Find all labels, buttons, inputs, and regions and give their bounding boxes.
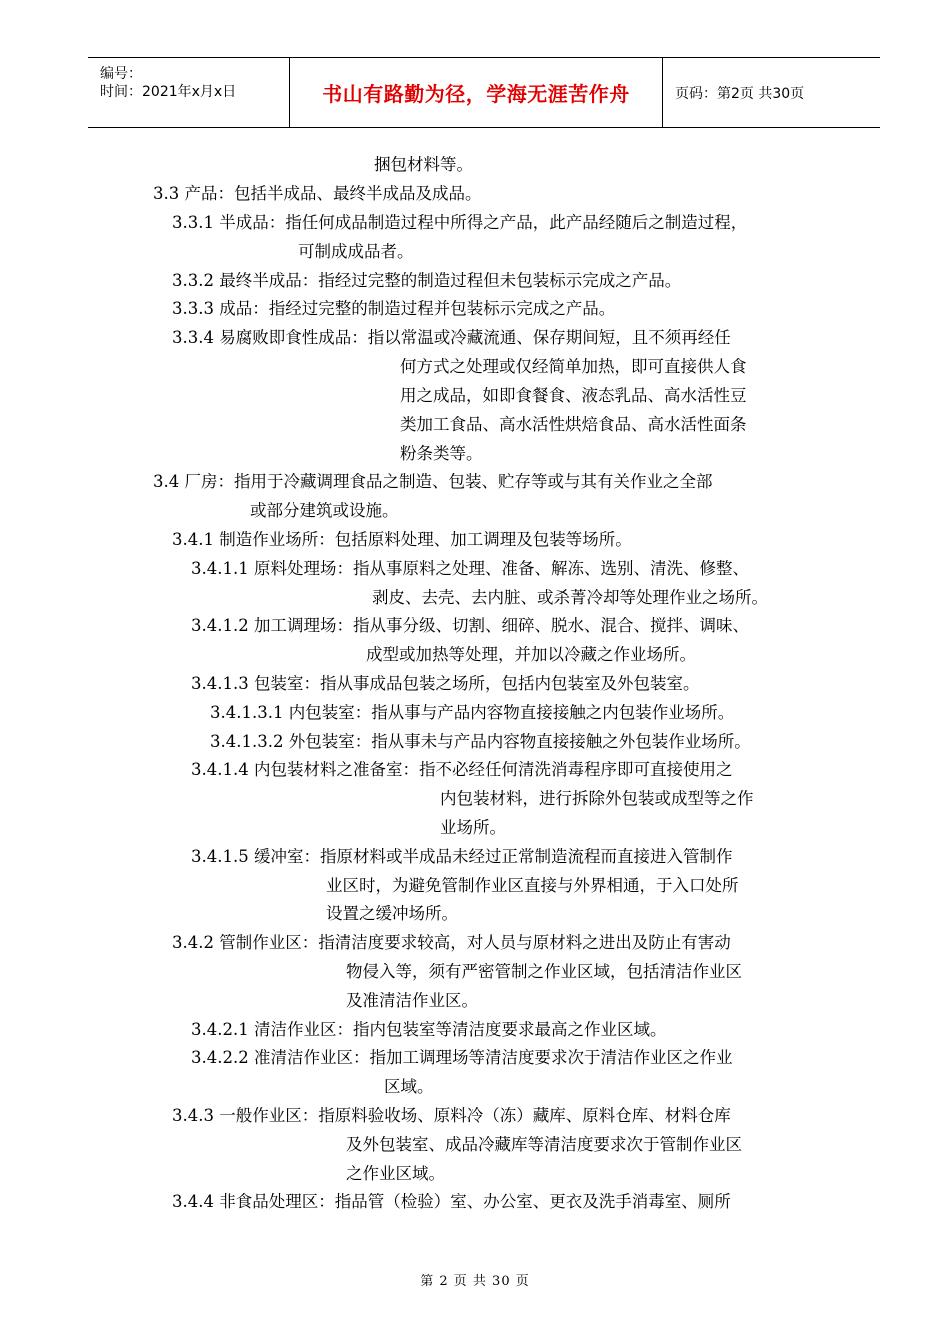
text-line: 3.3.4 易腐败即食性成品：指以常温或冷藏流通、保存期间短，且不须再经任 [172,328,731,347]
text-line: 区域。 [384,1077,434,1096]
document-time-label: 时间：2021年x月x日 [100,84,237,100]
text-line: 3.3.2 最终半成品：指经过完整的制造过程但未包装标示完成之产品。 [172,271,682,290]
text-line: 及准清洁作业区。 [346,991,478,1010]
text-line: 粉条类等。 [400,444,483,463]
text-line: 3.3.3 成品：指经过完整的制造过程并包装标示完成之产品。 [172,299,616,318]
page-header [88,57,880,128]
text-line: 3.4.1.3.1 内包装室：指从事与产品内容物直接接触之内包装作业场所。 [210,703,735,722]
text-line: 捆包材料等。 [374,155,473,174]
text-line: 3.3.1 半成品：指任何成品制造过程中所得之产品，此产品经随后之制造过程， [172,213,748,232]
header-motto-cell [290,58,663,127]
text-line: 3.4.2.2 准清洁作业区：指加工调理场等清洁度要求次于清洁作业区之作业 [191,1048,733,1067]
text-line: 3.4.2.1 清洁作业区：指内包装室等清洁度要求最高之作业区域。 [191,1020,667,1039]
text-line: 剥皮、去壳、去内脏、或杀菁冷却等处理作业之场所。 [372,588,768,607]
text-line: 3.4.1.1 原料处理场：指从事原料之处理、准备、解冻、选别、清洗、修整、 [191,559,749,578]
header-page-number: 页码：第2页 共30页 [675,85,805,102]
text-line: 或部分建筑或设施。 [250,501,399,520]
text-line: 3.4.4 非食品处理区：指品管（检验）室、办公室、更衣及洗手消毒室、厕所 [172,1192,731,1211]
header-page-cell [663,58,880,127]
text-line: 何方式之处理或仅经简单加热，即可直接供人食 [400,357,747,376]
text-line: 3.4.1.5 缓冲室：指原材料或半成品未经过正常制造流程而直接进入管制作 [191,847,733,866]
text-line: 内包装材料，进行拆除外包装或成型等之作 [440,789,754,808]
text-line: 3.4 厂房：指用于冷藏调理食品之制造、包装、贮存等或与其有关作业之全部 [153,472,713,491]
text-line: 3.4.1.2 加工调理场：指从事分级、切割、细碎、脱水、混合、搅拌、调味、 [191,616,749,635]
text-line: 之作业区域。 [346,1164,445,1183]
page-footer: 第 2 页 共 30 页 [420,1274,530,1289]
text-line: 业区时，为避免管制作业区直接与外界相通，于入口处所 [326,876,739,895]
text-line: 3.4.1.3.2 外包装室：指从事未与产品内容物直接接触之外包装作业场所。 [210,732,751,751]
text-line: 成型或加热等处理，并加以冷藏之作业场所。 [366,645,696,664]
text-line: 3.4.1.3 包装室：指从事成品包装之场所，包括内包装室及外包装室。 [191,674,700,693]
text-line: 3.4.1.4 内包装材料之准备室：指不必经任何清洗消毒程序即可直接使用之 [191,760,733,779]
text-line: 业场所。 [440,818,506,837]
header-motto: 书山有路勤为径，学海无涯苦作舟 [322,82,630,106]
text-line: 用之成品，如即食餐食、液态乳品、高水活性豆 [400,386,747,405]
text-line: 3.4.2 管制作业区：指清洁度要求较高，对人员与原材料之进出及防止有害动 [172,933,731,952]
text-line: 及外包装室、成品冷藏库等清洁度要求次于管制作业区 [346,1135,742,1154]
text-line: 设置之缓冲场所。 [326,904,458,923]
header-meta-cell [88,58,290,127]
text-line: 可制成成品者。 [298,242,414,261]
document-number-label: 编号： [100,66,142,82]
text-line: 3.4.1 制造作业场所：包括原料处理、加工调理及包装等场所。 [172,530,632,549]
text-line: 3.4.3 一般作业区：指原料验收场、原料冷（冻）藏库、原料仓库、材料仓库 [172,1106,731,1125]
text-line: 3.3 产品：包括半成品、最终半成品及成品。 [153,184,482,203]
text-line: 物侵入等，须有严密管制之作业区域，包括清洁作业区 [346,962,742,981]
text-line: 类加工食品、高水活性烘焙食品、高水活性面条 [400,415,747,434]
